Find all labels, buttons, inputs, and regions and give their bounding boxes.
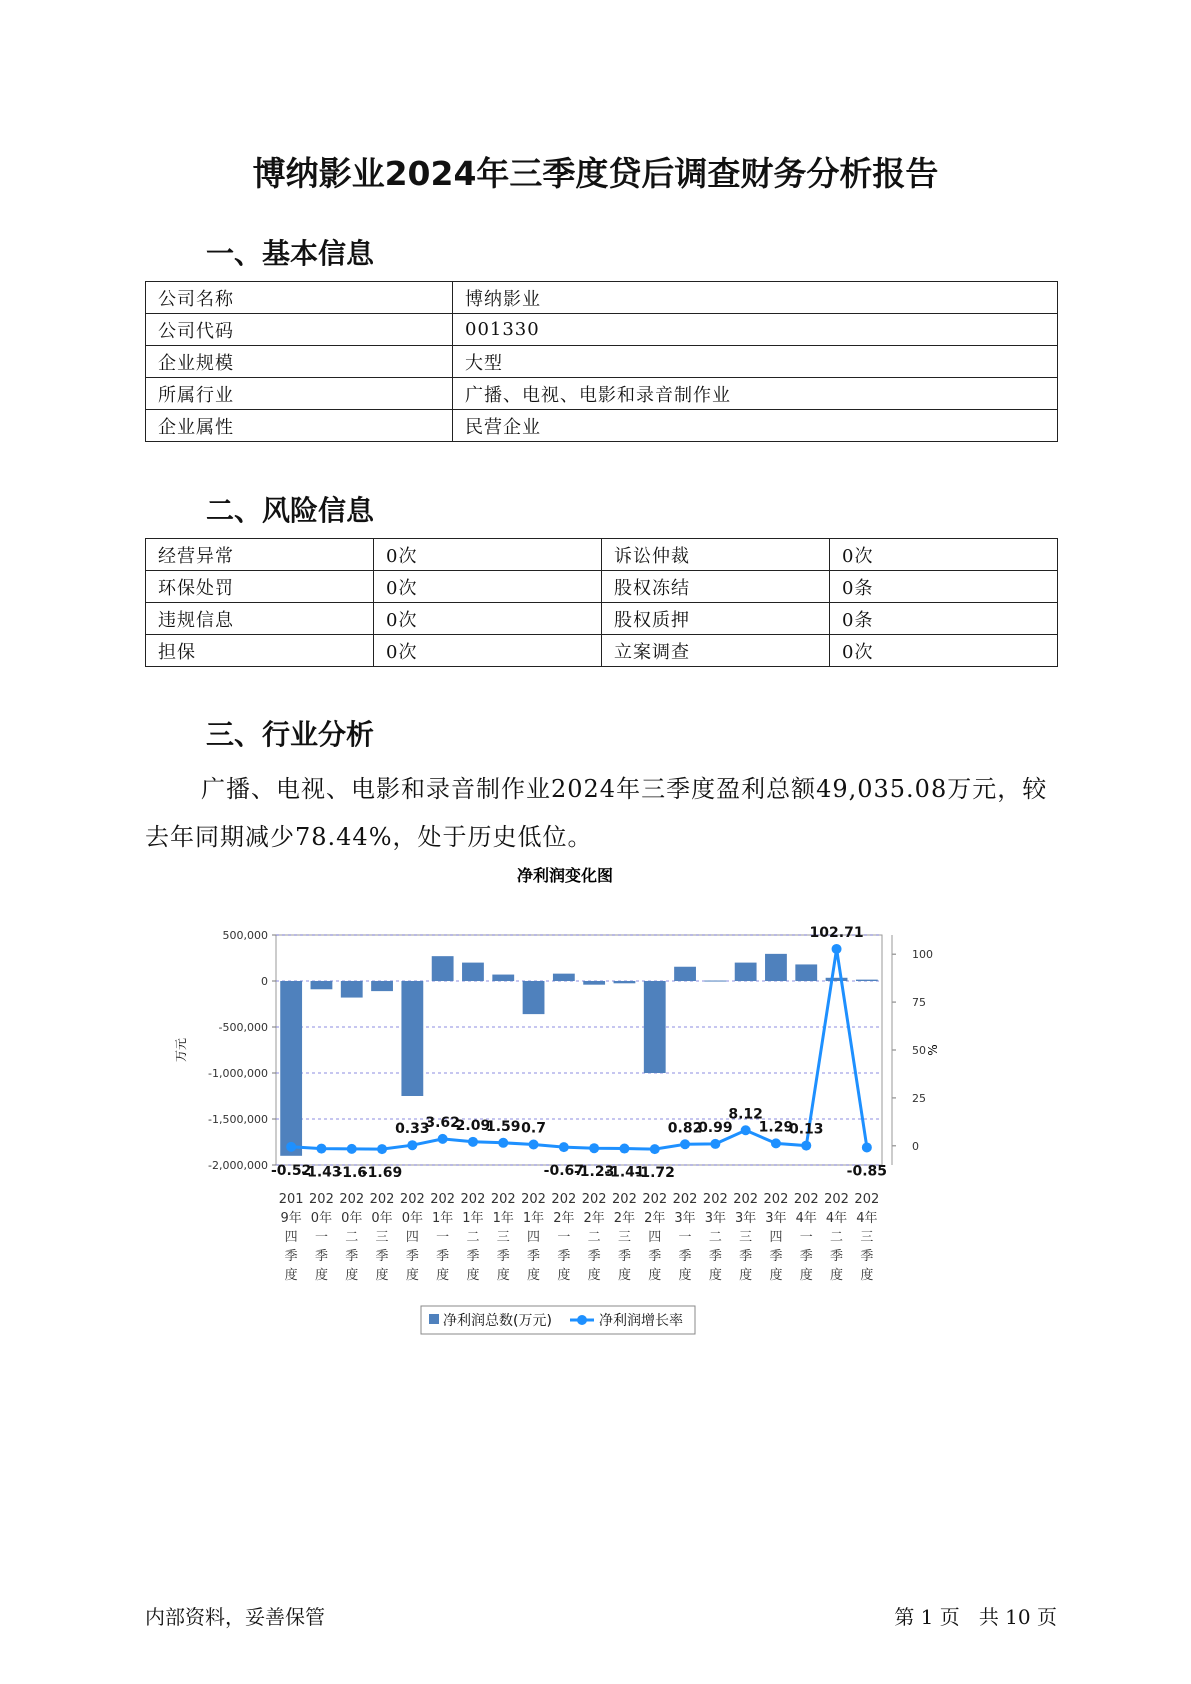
risk-info-label: 股权冻结 [602, 571, 830, 603]
basic-info-row [146, 282, 1058, 314]
basic-info-row [146, 378, 1058, 410]
bar [341, 981, 363, 998]
legend-bar-swatch [429, 1314, 439, 1324]
risk-info-label: 立案调查 [602, 635, 830, 667]
legend-line-label: 净利润增长率 [599, 1313, 683, 1329]
bar [280, 981, 302, 1156]
growth-data-label: 0.13 [788, 1121, 824, 1138]
x-tick-label: 202 4年三季度 [854, 1192, 880, 1283]
bar [644, 981, 666, 1073]
growth-point [832, 944, 842, 954]
x-tick-label: 202 2年二季度 [581, 1192, 607, 1283]
net-profit-chart [174, 866, 955, 1345]
x-tick-label: 202 0年三季度 [369, 1192, 395, 1283]
bar [553, 974, 575, 981]
growth-data-label: -1.69 [361, 1165, 403, 1182]
basic-info-value: 博纳影业 [453, 282, 1058, 314]
bar [492, 975, 514, 981]
growth-data-label: -0.85 [846, 1163, 888, 1180]
growth-point [710, 1139, 720, 1149]
growth-point [468, 1137, 478, 1147]
x-tick-label: 202 3年二季度 [702, 1192, 728, 1283]
growth-point [771, 1138, 781, 1148]
basic-info-label: 企业属性 [146, 410, 453, 442]
footer-confidential: 内部资料，妥善保管 [145, 1605, 325, 1629]
section-title-basic: 一、基本信息 [206, 237, 375, 270]
legend-bar-label: 净利润总数(万元) [443, 1313, 552, 1329]
x-tick-label: 202 2年四季度 [642, 1192, 668, 1283]
industry-paragraph: 广播、电视、电影和录音制作业2024年三季度盈利总额49,035.08万元，较去年同期减少78.44%，处于历史低位。 [145, 775, 1048, 851]
y-left-tick-label: -1,000,000 [208, 1067, 268, 1080]
growth-point [377, 1144, 387, 1154]
bar [795, 964, 817, 981]
bar [432, 956, 454, 981]
growth-point [347, 1144, 357, 1154]
page-title: 博纳影业2024年三季度贷后调查财务分析报告 [252, 154, 939, 193]
y-right-tick-label: 75 [912, 996, 926, 1010]
basic-info-value: 001330 [453, 314, 1058, 346]
basic-info-label: 企业规模 [146, 346, 453, 378]
risk-info-value: 0次 [374, 571, 602, 603]
y-right-tick-label: 0 [912, 1139, 919, 1153]
growth-point [559, 1142, 569, 1152]
risk-info-row [146, 603, 1058, 635]
growth-point [316, 1144, 326, 1154]
basic-info-value: 大型 [453, 346, 1058, 378]
basic-info-label: 公司名称 [146, 282, 453, 314]
growth-data-label: 0.82 [667, 1120, 703, 1137]
x-tick-label: 202 2年三季度 [612, 1192, 637, 1283]
risk-info-label: 经营异常 [146, 539, 374, 571]
bar [614, 981, 636, 983]
y-left-tick-label: 0 [261, 975, 268, 988]
x-tick-label: 202 0年二季度 [339, 1192, 365, 1283]
x-tick-label: 201 9年四季度 [278, 1192, 304, 1283]
risk-info-label: 担保 [146, 635, 374, 667]
y-left-tick-label: -500,000 [218, 1021, 268, 1034]
basic-info-label: 所属行业 [146, 378, 453, 410]
y-left-tick-label: -1,500,000 [208, 1113, 268, 1126]
x-tick-label: 202 0年一季度 [309, 1192, 334, 1283]
growth-data-label: 3.62 [425, 1114, 460, 1131]
y-right-tick-label: 100 [912, 948, 933, 962]
bar [523, 981, 545, 1014]
chart-title: 净利润变化图 [516, 866, 614, 885]
basic-info-value: 广播、电视、电影和录音制作业 [453, 378, 1058, 410]
section-title-risk: 二、风险信息 [206, 494, 375, 527]
basic-info-row [146, 346, 1058, 378]
basic-info-label: 公司代码 [146, 314, 453, 346]
risk-info-row [146, 539, 1058, 571]
y-right-tick-label: 50 [912, 1044, 926, 1057]
growth-data-label: 0.99 [698, 1119, 733, 1136]
risk-info-value: 0次 [374, 635, 602, 667]
growth-point [741, 1125, 751, 1135]
section-title-industry: 三、行业分析 [206, 718, 375, 751]
growth-point [589, 1143, 599, 1153]
growth-point [498, 1138, 508, 1148]
risk-info-value: 0条 [830, 571, 1058, 603]
y-right-tick-label: 25 [912, 1091, 926, 1105]
bar [735, 963, 757, 981]
growth-data-label: 2.09 [455, 1117, 491, 1134]
bar [371, 981, 393, 991]
footer-page-number: 第 1 页 共 10 页 [894, 1605, 1057, 1629]
growth-point [801, 1141, 811, 1151]
risk-info-row [146, 571, 1058, 603]
bar [311, 981, 333, 989]
x-tick-label: 202 4年二季度 [824, 1192, 849, 1283]
risk-info-value: 0次 [374, 539, 602, 571]
growth-data-label: 0.33 [395, 1121, 430, 1138]
bar [765, 954, 787, 981]
x-tick-label: 202 1年三季度 [490, 1192, 516, 1283]
risk-info-value: 0次 [830, 635, 1058, 667]
growth-point [407, 1140, 417, 1150]
basic-info-value: 民营企业 [453, 410, 1058, 442]
bar [704, 981, 726, 982]
growth-point [286, 1142, 296, 1152]
risk-info-label: 违规信息 [146, 603, 374, 635]
growth-data-label: -1.6 [336, 1164, 368, 1181]
growth-data-label: -1.23 [573, 1164, 615, 1181]
basic-info-row [146, 410, 1058, 442]
x-tick-label: 202 2年一季度 [551, 1192, 577, 1283]
growth-data-label: -0.67 [543, 1163, 585, 1180]
risk-info-label: 股权质押 [602, 603, 830, 635]
growth-point [680, 1139, 690, 1149]
risk-info-table [145, 538, 1058, 667]
x-tick-label: 202 1年二季度 [460, 1192, 486, 1283]
x-tick-label: 202 4年一季度 [793, 1192, 819, 1283]
y-left-axis-label: 万元 [174, 1037, 188, 1063]
x-tick-label: 202 3年三季度 [733, 1192, 759, 1283]
bar [401, 981, 423, 1096]
growth-data-label: 102.71 [809, 924, 864, 941]
growth-point [619, 1144, 629, 1154]
x-tick-label: 202 0年四季度 [399, 1192, 425, 1283]
growth-point [862, 1142, 872, 1152]
basic-info-row [146, 314, 1058, 346]
risk-info-row [146, 635, 1058, 667]
bar [462, 963, 484, 981]
growth-data-label: -1.43 [301, 1164, 342, 1181]
risk-info-value: 0次 [374, 603, 602, 635]
risk-info-value: 0条 [830, 603, 1058, 635]
risk-info-label: 环保处罚 [146, 571, 374, 603]
risk-info-label: 诉讼仲裁 [602, 539, 830, 571]
growth-point [529, 1139, 539, 1149]
bar [674, 967, 696, 981]
legend-line-marker [577, 1315, 587, 1325]
y-left-tick-label: 500,000 [222, 929, 268, 942]
growth-data-label: -1.41 [604, 1164, 645, 1181]
x-tick-label: 202 1年一季度 [430, 1192, 456, 1283]
growth-data-label: 8.12 [728, 1106, 763, 1123]
bar [856, 980, 878, 981]
y-left-tick-label: -2,000,000 [208, 1159, 268, 1172]
growth-point [650, 1144, 660, 1154]
y-right-axis-label: % [926, 1044, 940, 1056]
growth-data-label: 0.7 [521, 1120, 546, 1137]
x-tick-label: 202 3年四季度 [763, 1192, 789, 1283]
x-tick-label: 202 3年一季度 [672, 1192, 698, 1283]
x-tick-label: 202 1年四季度 [521, 1192, 546, 1283]
growth-point [438, 1134, 448, 1144]
growth-data-label: 1.29 [758, 1119, 794, 1136]
growth-data-label: -1.72 [634, 1165, 675, 1182]
growth-data-label: 1.59 [485, 1118, 521, 1135]
risk-info-value: 0次 [830, 539, 1058, 571]
growth-data-label: -0.52 [270, 1162, 312, 1179]
basic-info-table [145, 281, 1058, 442]
bar [826, 978, 848, 981]
bar [583, 981, 605, 985]
